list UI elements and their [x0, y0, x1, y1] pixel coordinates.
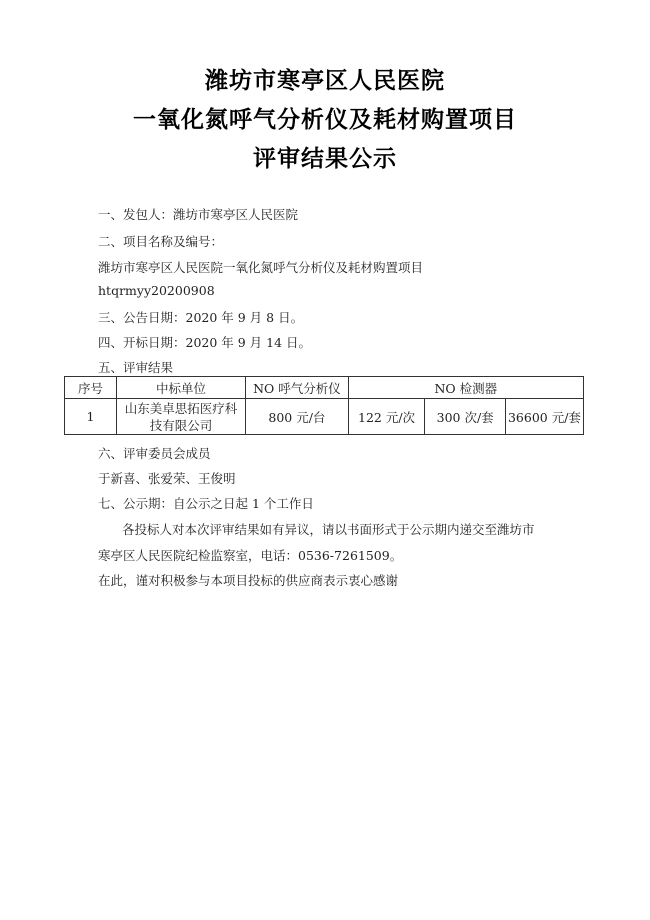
cell-winner: [116, 399, 245, 435]
objection-line1: 各投标人对本次评审结果如有异议，请以书面形式于公示期内递交至潍坊市: [122, 522, 535, 537]
header-analyzer: NO 呼气分析仪: [246, 377, 349, 399]
thanks-line: 在此，谨对积极参与本项目投标的供应商表示衷心感谢: [98, 573, 399, 588]
title-announcement: 评审结果公示: [253, 146, 397, 172]
winner-name-line2: 技有限公司: [149, 417, 213, 433]
winner-name-line1: 山东美卓思拓医疗科: [124, 400, 238, 416]
cell-detector-tests-per-set: 300 次/套: [425, 399, 505, 435]
project-heading: 二、项目名称及编号：: [98, 234, 224, 249]
objection-line2: 寒亭区人民医院纪检监察室，电话：0536-7261509。: [98, 548, 403, 563]
committee-members: 于新喜、张爱荣、王俊明: [98, 471, 236, 486]
notice-period: 七、公示期：自公示之日起 1 个工作日: [98, 496, 314, 511]
open-date: 四、开标日期：2020 年 9 月 14 日。: [98, 335, 312, 350]
cell-detector-per-test: 122 元/次: [348, 399, 425, 435]
issuer-line: 一、发包人：潍坊市寒亭区人民医院: [98, 207, 299, 222]
title-hospital: 潍坊市寒亭区人民医院: [205, 68, 445, 94]
header-winner: 中标单位: [116, 377, 245, 399]
announce-date: 三、公告日期：2020 年 9 月 8 日。: [98, 310, 304, 325]
table-header-row: [65, 377, 584, 399]
header-seq: 序号: [65, 377, 117, 399]
project-code: htqrmyy20200908: [98, 283, 215, 298]
result-table: [64, 376, 584, 435]
header-detector: NO 检测器: [348, 377, 583, 399]
result-heading: 五、评审结果: [98, 360, 174, 375]
cell-seq: 1: [65, 399, 117, 435]
cell-detector-per-set: 36600 元/套: [505, 399, 583, 435]
cell-analyzer-price: 800 元/台: [246, 399, 349, 435]
title-project: 一氧化氮呼气分析仪及耗材购置项目: [133, 107, 517, 133]
project-name: 潍坊市寒亭区人民医院一氧化氮呼气分析仪及耗材购置项目: [98, 260, 424, 275]
committee-heading: 六、评审委员会成员: [98, 446, 211, 461]
table-row: [65, 399, 584, 435]
